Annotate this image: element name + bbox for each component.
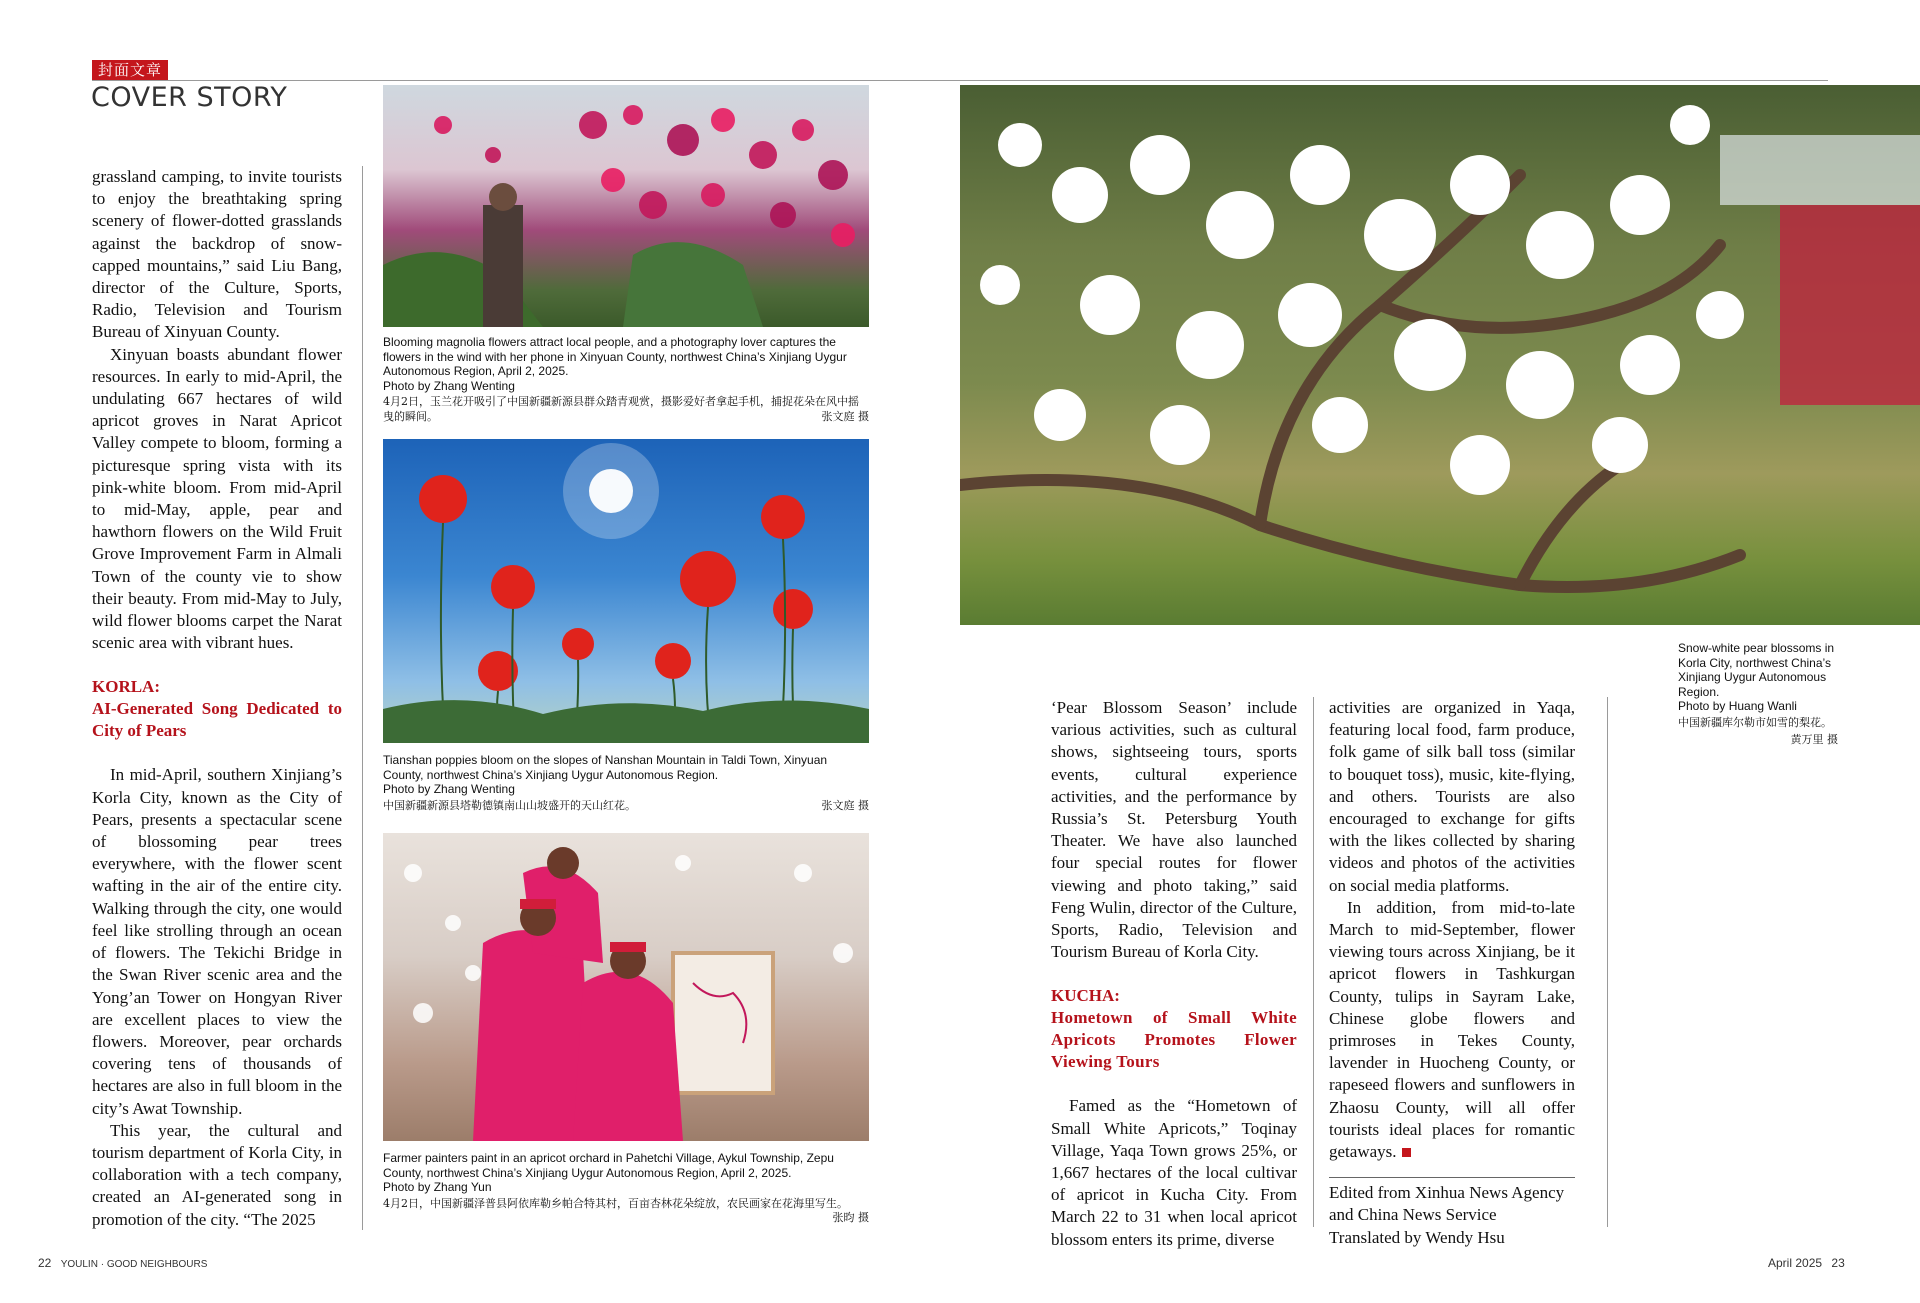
painters-photo [383,833,869,1141]
painters-caption [383,1151,869,1226]
paragraph: In mid-April, southern Xinjiang’s Korla City, known as the City of Pears, presents a spectacular scene of blossoming pear trees everywhere, with the flower scent wafting in the air of the entire city. Walking through the city, one would feel like strolling through an ocean of flowers. The Tekichi Bridge in the Swan River scenic area and the Yong’an Tower on Hongyan River are excellent places to view the flowers. Moreover, pear orchards covering tens of thousands of hectares are also in full bloom in the city’s Awat Township. [92,765,342,1118]
subhead-place: KORLA: [92,677,160,697]
end-mark-icon [1402,1148,1411,1157]
caption-chinese: 中国新疆库尔勒市如雪的梨花。 [1678,715,1832,729]
magnolia-photo [383,85,869,327]
paragraph: Xinyuan boasts abundant flower resources. In early to mid-April, the undulating 667 hectares of wild apricot groves in Narat Apricot Valley compete to bloom, forming a picturesque spring vista with its pink-white bloom. From mid-April to mid-May, apple, pear and hawthorn flowers on the Wild Fruit Grove Improvement Farm in Almali Town of the county vie to show their beauty. From mid-May to July, wild flower blooms carpet the Narat scenic area with vibrant hues. [92,344,342,653]
poppies-caption [383,753,869,813]
caption-english: Snow-white pear blossoms in Korla City, northwest China’s Xinjiang Uygur Autonomous Region. [1678,641,1835,699]
column-4 [1329,697,1575,1249]
caption-chinese [383,799,869,814]
caption-chinese-text: 中国新疆新源县塔勒德镇南山山坡盛开的天山红花。 [383,798,636,812]
issue-date: April 2025 [1768,1256,1823,1270]
column-divider [1607,697,1608,1227]
magnolia-caption [383,335,869,425]
subhead-title: AI-Generated Song Dedicated to City of Pears [92,699,342,741]
paragraph: grassland camping, to invite tourists to enjoy the breathtaking spring scenery of flower-dotted grasslands against the backdrop of snow-capped mountains,” said Liu Bang, director of the Culture, Sports, Radio, Television and Tourism Bureau of Xinyuan County. [92,167,342,342]
pear-caption [1678,641,1838,747]
column-1 [92,166,342,1231]
magnolia-illustration [383,85,869,327]
caption-english: Blooming magnolia flowers attract local people, and a photography lover captures the flowers in the wind with her phone in Xinyuan County, northwest China’s Xinjiang Uygur Autonomous Region, April 2, 2025. [383,335,847,379]
subhead-title: Hometown of Small White Apricots Promotes Flower Viewing Tours [1051,1008,1297,1072]
footer-right [1768,1256,1845,1270]
caption-english: Tianshan poppies bloom on the slopes of Nanshan Mountain in Taldi Town, Xinyuan County, northwest China’s Xinjiang Uygur Autonomous Region. [383,753,828,782]
photo-credit: Photo by Zhang Wenting [383,782,515,797]
column-3 [1051,697,1297,1251]
caption-chinese [383,395,869,424]
paragraph: Famed as the “Hometown of Small White Apricots,” Toqinay Village, Yaqa Town grows 25%, or 1,667 hectares of the local cultivar of apricot in Kucha City. From March 22 to 31 when local apricot blossom enters its prime, diverse [1051,1096,1297,1249]
pear-blossom-photo [960,85,1920,625]
credits-rule [1329,1177,1575,1178]
section-tag: 封面文章 [92,60,168,80]
page-number-left: 22 [38,1256,52,1270]
page-number-right: 23 [1831,1256,1845,1270]
pear-blossom-illustration [960,85,1920,625]
photo-credit: Photo by Zhang Wenting [383,378,515,393]
painters-illustration [383,833,869,1141]
section-title: COVER STORY [91,82,288,113]
photo-credit-chinese: 张文庭 摄 [821,409,869,423]
paragraph: This year, the cultural and tourism department of Korla City, in collaboration with a tech company, created an AI-generated song in promotion of the city. “The 2025 [92,1120,342,1229]
photo-credit-chinese: 黄万里 摄 [1790,732,1838,746]
footer-left [38,1256,207,1270]
paragraph [1329,897,1575,1163]
photo-credit: Photo by Huang Wanli [1678,699,1797,714]
caption-english: Farmer painters paint in an apricot orchard in Pahetchi Village, Aykul Township, Zepu County, northwest China’s Xinjiang Uygur Autonomous Region, April 2, 2025. [383,1151,834,1180]
poppies-photo [383,439,869,743]
paragraph: ‘Pear Blossom Season’ include various activities, such as cultural shows, sightseeing tours, sports events, cultural experience activities, and the performance by Russia’s St. Petersburg Youth Theater. We have also launched four special routes for flower viewing and photo taking,” said Feng Wulin, director of the Culture, Sports, Radio, Television and Tourism Bureau of Korla City. [1051,698,1297,962]
photo-credit-chinese: 张昀 摄 [832,1211,869,1225]
column-divider [1313,697,1314,1227]
photo-credit: Photo by Zhang Yun [383,1180,492,1195]
credits-line: Translated by Wendy Hsu [1329,1227,1505,1247]
column-divider [362,166,363,1230]
publication-name: YOULIN · GOOD NEIGHBOURS [60,1259,208,1270]
paragraph: activities are organized in Yaqa, featuring local food, farm produce, folk game of silk ball toss (similar to bouquet toss), music, kite-flying, and others. Tourists are also encouraged to exchange for gifts with the likes collected by sharing videos and photos of the activities on social media platforms. [1329,698,1575,895]
header-rule [92,80,1828,81]
caption-chinese [383,1196,869,1225]
paragraph-text: In addition, from mid-to-late March to mid-September, flower viewing tours across Xinjiang, be it apricot flowers in Tashkurgan County, tulips in Sayram Lake, Chinese globe flowers and primroses in Tekes County, lavender in Huocheng County, or rapeseed flowers and sunflowers in Zhaosu County, will all offer tourists ideal places for romantic getaways. [1329,897,1575,1162]
caption-chinese-text: 4月2日，中国新疆泽普县阿依库勒乡帕合特其村，百亩杏林花朵绽放，农民画家在花海里写生。 [383,1196,848,1210]
subhead-place: KUCHA: [1051,986,1120,1006]
poppies-illustration [383,439,869,743]
credits-line: and China News Service [1329,1205,1497,1225]
photo-credit-chinese: 张文庭 摄 [821,798,869,812]
credits-line: Edited from Xinhua News Agency [1329,1183,1565,1203]
caption-chinese-text: 4月2日，玉兰花开吸引了中国新疆新源县群众踏青观赏，摄影爱好者拿起手机，捕捉花朵在风中摇曳的瞬间。 [383,395,859,423]
